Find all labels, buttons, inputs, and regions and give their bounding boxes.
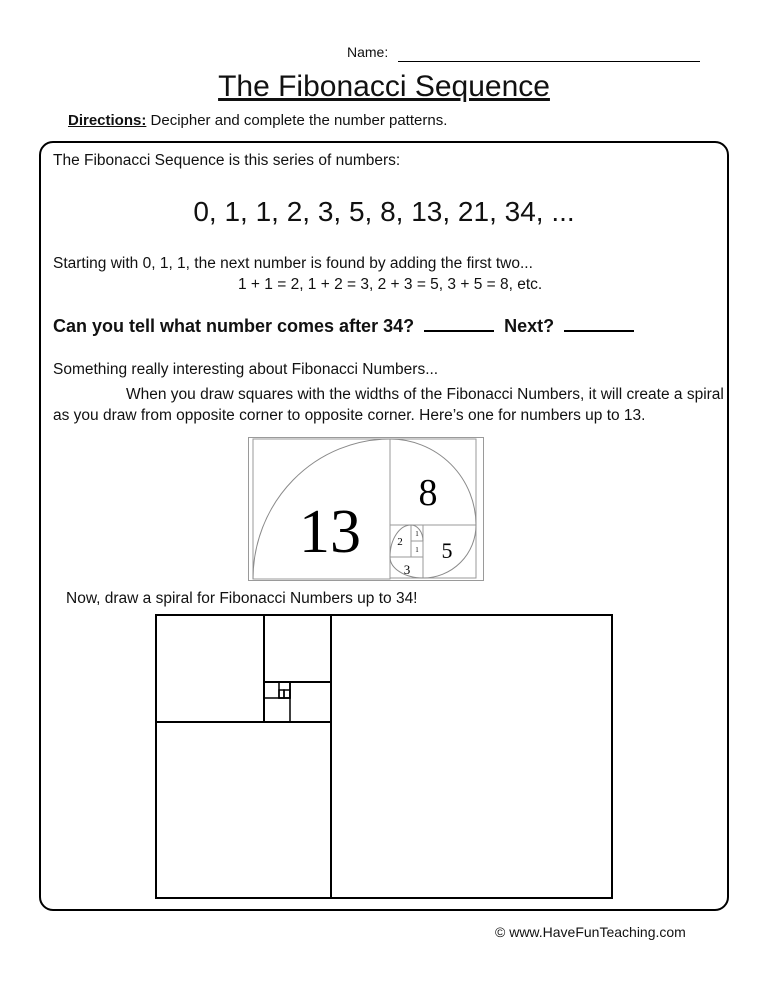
directions xyxy=(68,112,447,129)
explanation-text: When you draw squares with the widths of the Fibonacci Numbers, it will create a spiral as you draw from opposite corner to opposite corner. Here’s one for numbers up to 13. xyxy=(53,386,724,424)
label-1b: 1 xyxy=(415,546,419,554)
explanation-paragraph xyxy=(53,384,733,426)
name-label: Name: xyxy=(347,44,389,60)
question xyxy=(53,316,644,337)
next-label: Next? xyxy=(504,316,555,336)
directions-text: Decipher and complete the number patterns. xyxy=(146,112,448,129)
rule-text: Starting with 0, 1, 1, the next number is found by adding the first two... xyxy=(53,255,533,272)
drawing-area[interactable] xyxy=(155,614,614,900)
square-1b xyxy=(284,690,290,698)
answer-blank-2[interactable] xyxy=(564,330,634,332)
label-13: 13 xyxy=(299,498,361,566)
label-5: 5 xyxy=(441,538,453,563)
label-1a: 1 xyxy=(415,530,419,538)
directions-label: Directions: xyxy=(68,112,147,129)
example-spiral-figure xyxy=(248,437,484,581)
label-8: 8 xyxy=(418,472,438,514)
fibonacci-sequence: 0, 1, 1, 2, 3, 5, 8, 13, 21, 34, ... xyxy=(193,196,575,227)
copyright-footer: © www.HaveFunTeaching.com xyxy=(495,924,686,940)
drawing-instruction: Now, draw a spiral for Fibonacci Numbers up to 34! xyxy=(66,590,418,607)
label-2: 2 xyxy=(397,536,403,548)
square-5 xyxy=(264,682,290,722)
interest-text: Something really interesting about Fibonacci Numbers... xyxy=(53,361,439,378)
name-field[interactable] xyxy=(398,61,700,62)
answer-blank-1[interactable] xyxy=(424,330,494,332)
intro-text: The Fibonacci Sequence is this series of numbers: xyxy=(53,152,401,169)
outer-rectangle xyxy=(156,615,612,898)
question-text: Can you tell what number comes after 34? xyxy=(53,316,415,336)
label-3: 3 xyxy=(403,562,411,577)
rule-examples: 1 + 1 = 2, 1 + 2 = 3, 2 + 3 = 5, 3 + 5 = 8, etc. xyxy=(238,276,543,293)
page-title: The Fibonacci Sequence xyxy=(218,70,550,103)
